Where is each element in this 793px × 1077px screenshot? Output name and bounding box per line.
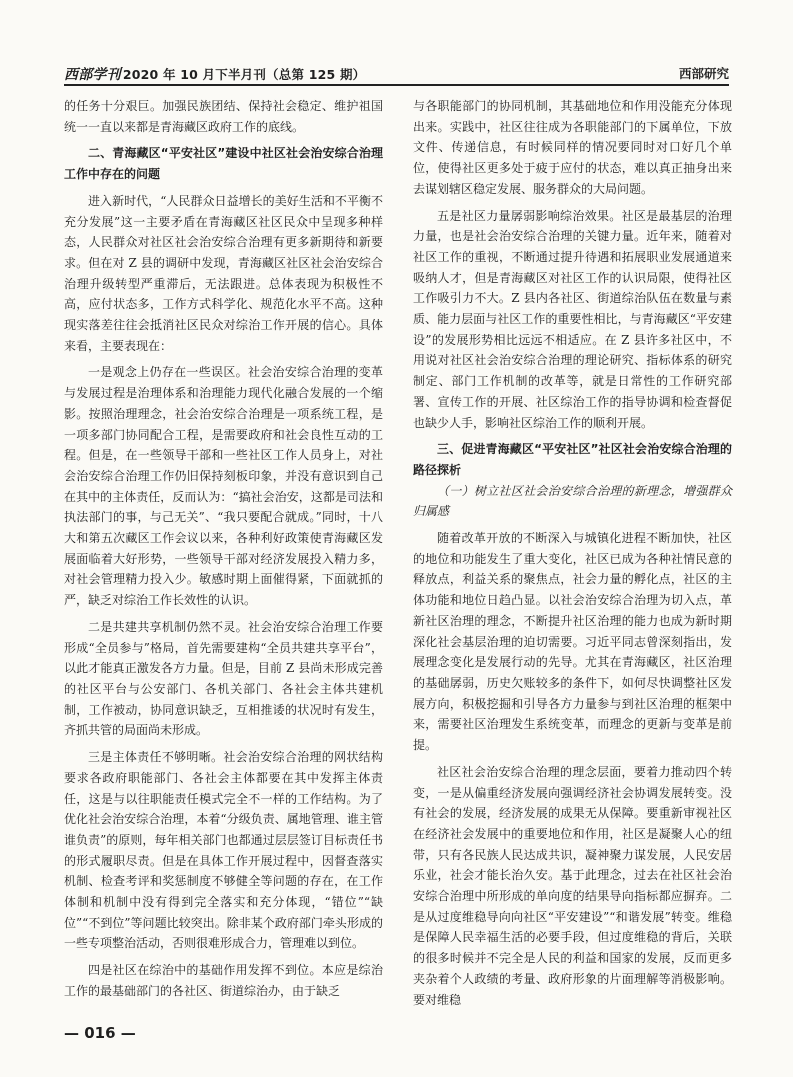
paragraph: 进入新时代，“人民群众日益增长的美好生活和不平衡不充分发展”这一主要矛盾在青海藏区社区民众中呈现多种样态，人民群众对社区社会治安综合治理有更多新期待和新要求。但在对 Z 县的调研中发现，青海藏区社区社会治安综合治理升级转型严重滞后，无法跟进。总体表现为积极性不高，应付状态多，工作方式科学化、规范化水平不高。这种现实落差往往会抵消社区民众对综治工作开展的信心。具体来看，主要表现在： bbox=[64, 193, 383, 353]
journal-masthead bbox=[64, 64, 365, 84]
paragraph: 社区社会治安综合治理的理念层面，要着力推动四个转变，一是从偏重经济发展向强调经济社会协调发展转变。没有社会的发展，经济发展的成果无从保障。要重新审视社区在经济社会发展中的重要地位和作用，社区是凝聚人心的纽带，只有各民族人民达成共识，凝神聚力谋发展，人民安居乐业，社会才能长治久安。基于此理念，过去在社区社会治安综合治理中所形成的单向度的结果导向指标都应摒弃。二是从过度维稳导向向社区“平安建设”“和谐发展”转变。维稳是保障人民幸福生活的必要手段，但过度维稳的背后，关联的很多时候并不完全是人民的利益和国家的发展，反而更多夹杂着个人政绩的考量、政府形象的片面理解等消极影响。要对维稳 bbox=[413, 764, 732, 1007]
paragraph: 三是主体责任不够明晰。社会治安综合治理的网状结构要求各政府职能部门、各社会主体都要在其中发挥主体责任，这是与以往职能责任模式完全不一样的工作结构。为了优化社会治安综合治理，本着“分级负责、属地管理、谁主管谁负责”的原则，每年相关部门也都通过层层签订目标责任书的形式履职尽责。但是在具体工作开展过程中，因督查落实机制、检查考评和奖惩制度不够健全等问题的存在，在工作体制和机制中没有得到完全落实和充分体现，“错位”“缺位”“不到位”等问题比较突出。除非某个政府部门牵头形成的一些专项整治活动，否则很难形成合力，管理难以到位。 bbox=[64, 750, 383, 951]
right-column bbox=[413, 96, 732, 1010]
left-column bbox=[64, 96, 383, 1002]
page-header bbox=[64, 62, 729, 86]
paragraph: 一是观念上仍存在一些误区。社会治安综合治理的变革与发展过程是治理体系和治理能力现代化融合发展的一个缩影。按照治理理念，社会治安综合治理是一项系统工程，是一项多部门协同配合工程，是需要政府和社会良性互动的工程。但是，在一些领导干部和一些社区工作人员身上，对社会治安综合治理工作仍旧保持刻板印象，并没有意识到自己在其中的主体责任，反而认为：“搞社会治安，这都是司法和执法部门的事，与己无关”、“我只要配合就成。”同时，十八大和第五次藏区工作会议以来，各种利好政策使青海藏区发展面临着大好形势，一些领导干部对经济发展投入精力多，对社会管理精力投入少。敏感时期上面催得紧，下面就抓的严，缺乏对综治工作长效性的认识。 bbox=[64, 365, 383, 608]
paragraph: 二是共建共享机制仍然不灵。社会治安综合治理工作要形成“全员参与”格局，首先需要建构“全员共建共享平台”，以此才能真正激发各方力量。但是，目前 Z 县尚未形成完善的社区平台与公安部门、各机关部门、各社会主体共建机制，工作被动，协同意识缺乏，互相推诿的状况时有发生，齐抓共管的局面尚未形成。 bbox=[64, 619, 383, 738]
page-number: — 016 — bbox=[64, 1024, 136, 1042]
section-name: 西部研究 bbox=[678, 66, 729, 81]
paragraph: 五是社区力量孱弱影响综治效果。社区是最基层的治理力量，也是社会治安综合治理的关键力量。近年来，随着对社区工作的重视，不断通过提升待遇和拓展职业发展通道来吸纳人才，但是青海藏区对社区工作的认识局限，使得社区工作吸引力不大。Z 县内各社区、街道综治队伍在数量与素质、能力层面与社区工作的重要性相比，与青海藏区“平安建设”的发展形势相比远远不相适应。在 Z 县许多社区中，不用说对社区社会治安综合治理的理论研究、指标体系的研究制定、部门工作机制的改革等，就是日常性的工作研究部署、宣传工作的开展、社区综治工作的指导协调和检查督促也缺少人手，影响社区综治工作的顺利开展。 bbox=[413, 208, 732, 430]
section-heading: 三、促进青海藏区“平安社区”社区社会治安综合治理的路径探析 bbox=[413, 442, 732, 477]
paragraph: 与各职能部门的协同机制，其基础地位和作用没能充分体现出来。实践中，社区往往成为各职能部门的下属单位，下放文件、传递信息，有时候同样的情况要同时对口好几个单位，使得社区更多处于疲于应付的状态，难以真正抽身出来去谋划辖区稳定发展、服务群众的大局问题。 bbox=[413, 99, 732, 196]
paragraph: 随着改革开放的不断深入与城镇化进程不断加快，社区的地位和功能发生了重大变化，社区已成为各种社情民意的释放点，利益关系的聚焦点，社会力量的孵化点，社区的主体功能和地位日趋凸显。以社会治安综合治理为切入点，革新社区治理的理念，不断提升社区治理的能力也成为新时期深化社会基层治理的迫切需要。习近平同志曾深刻指出，发展理念变化是发展行动的先导。尤其在青海藏区，社区治理的基础孱弱，历史欠账较多的条件下，如何尽快调整社区发展方向，积极挖掘和引导各方力量参与到社区治理的框架中来，需要社区治理发生系统变革，而理念的更新与变革是前提。 bbox=[413, 531, 732, 753]
subsection-heading: （一）树立社区社会治安综合治理的新理念，增强群众归属感 bbox=[413, 483, 732, 519]
paragraph: 四是社区在综治中的基础作用发挥不到位。本应是综治工作的最基础部门的各社区、街道综治办，由于缺乏 bbox=[64, 963, 383, 998]
journal-logo: 西部学刊 bbox=[64, 67, 121, 83]
section-heading: 二、青海藏区“平安社区”建设中社区社会治安综合治理工作中存在的问题 bbox=[64, 146, 383, 182]
issue-info: 2020 年 10 月下半月刊（总第 125 期） bbox=[122, 67, 366, 82]
paragraph: 的任务十分艰巨。加强民族团结、保持社会稳定、维护祖国统一一直以来都是青海藏区政府工作的底线。 bbox=[64, 99, 383, 134]
